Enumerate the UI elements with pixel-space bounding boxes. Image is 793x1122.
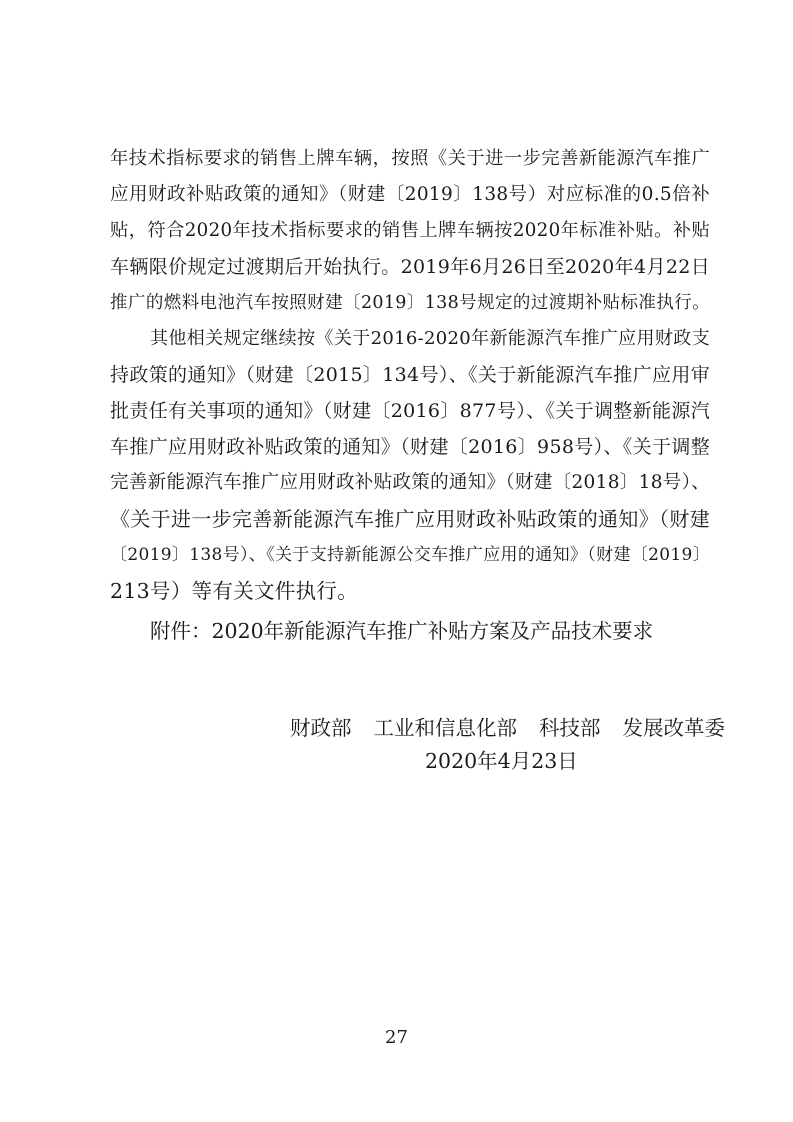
issue-date: 2020年4月23日 [425, 749, 578, 773]
text-line: 完善新能源汽车推广应用财政补贴政策的通知》（财建〔2018〕18号）、 [110, 472, 710, 493]
text-line: 贴，符合2020年技术指标要求的销售上牌车辆按2020年标准补贴。补贴 [110, 220, 710, 241]
text-line: 批责任有关事项的通知》（财建〔2016〕877号）、《关于调整新能源汽 [110, 400, 710, 422]
signatory: 工业和信息化部 [373, 716, 517, 740]
attachment-note: 附件：2020年新能源汽车推广补贴方案及产品技术要求 [150, 619, 654, 643]
text-line: 年技术指标要求的销售上牌车辆，按照《关于进一步完善新能源汽车推广 [110, 148, 710, 169]
signatory: 科技部 [539, 716, 601, 740]
signatory: 财政部 [290, 716, 352, 740]
page-number: 27 [385, 1027, 408, 1048]
text-line: 〔2019〕138号）、《关于支持新能源公交车推广应用的通知》（财建〔2019〕 [110, 545, 710, 565]
text-line: 213号）等有关文件执行。 [110, 579, 359, 603]
text-line: 《关于进一步完善新能源汽车推广应用财政补贴政策的通知》（财建 [110, 507, 710, 531]
text-line: 推广的燃料电池汽车按照财建〔2019〕138号规定的过渡期补贴标准执行。 [110, 293, 710, 313]
text-line: 其他相关规定继续按《关于2016-2020年新能源汽车推广应用财政支 [150, 328, 710, 349]
signatories [290, 712, 725, 744]
text-line: 车辆限价规定过渡期后开始执行。2019年6月26日至2020年4月22日 [110, 256, 710, 278]
text-line: 持政策的通知》（财建〔2015〕134号）、《关于新能源汽车推广应用审 [110, 364, 710, 386]
text-line: 车推广应用财政补贴政策的通知》（财建〔2016〕958号）、《关于调整 [110, 436, 710, 458]
signatory: 发展改革委 [622, 716, 725, 740]
text-line: 应用财政补贴政策的通知》（财建〔2019〕138号）对应标准的0.5倍补 [110, 184, 710, 205]
